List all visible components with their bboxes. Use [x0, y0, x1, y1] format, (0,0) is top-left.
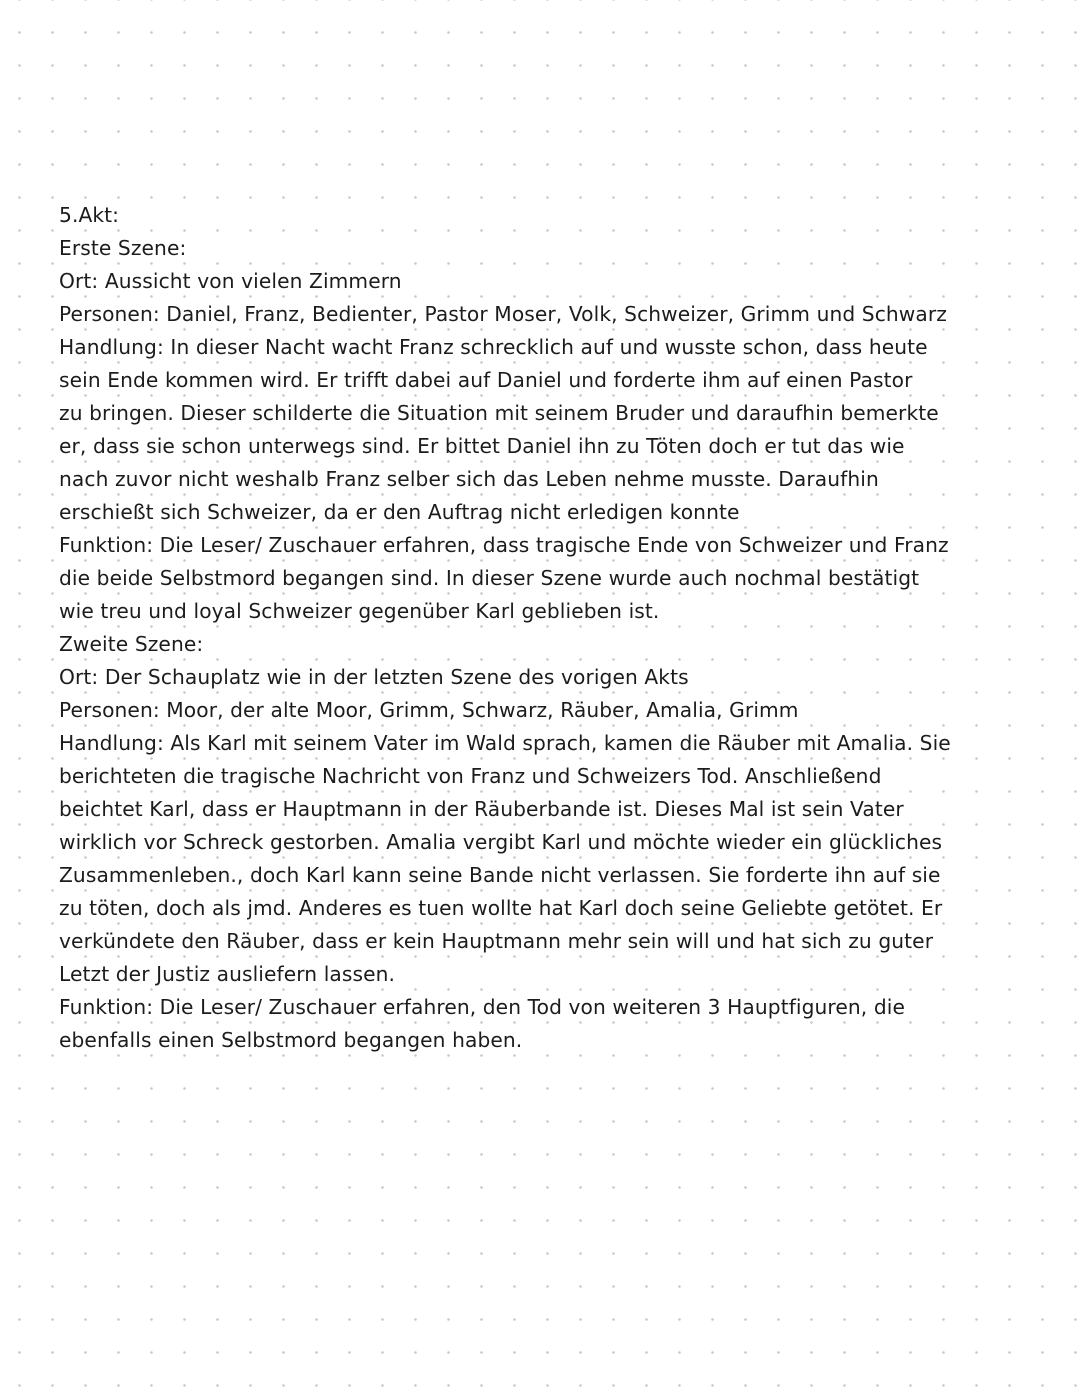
act-title: 5.Akt: — [59, 203, 120, 227]
scene-plot — [59, 331, 1049, 529]
scene-function — [59, 529, 1049, 628]
text-line: berichteten die tragische Nachricht von Franz und Schweizers Tod. Anschließend — [59, 764, 882, 788]
text-line: er, dass sie schon unterwegs sind. Er bittet Daniel ihn zu Töten doch er tut das wie — [59, 434, 905, 458]
scene-heading: Zweite Szene: — [59, 632, 204, 656]
text-line: Funktion: Die Leser/ Zuschauer erfahren, dass tragische Ende von Schweizer und Franz — [59, 533, 949, 557]
text-line: Zusammenleben., doch Karl kann seine Bande nicht verlassen. Sie forderte ihn auf sie — [59, 863, 941, 887]
scene-2 — [59, 628, 1049, 1057]
scene-1 — [59, 232, 1049, 628]
text-line: verkündete den Räuber, dass er kein Hauptmann mehr sein will und hat sich zu guter — [59, 929, 934, 953]
text-line: Letzt der Justiz ausliefern lassen. — [59, 962, 396, 986]
text-line: wirklich vor Schreck gestorben. Amalia vergibt Karl und möchte wieder ein glückliches — [59, 830, 943, 854]
text-line: zu bringen. Dieser schilderte die Situation mit seinem Bruder und daraufhin bemerkte — [59, 401, 939, 425]
text-line: nach zuvor nicht weshalb Franz selber sich das Leben nehme musste. Daraufhin — [59, 467, 879, 491]
scene-location: Ort: Der Schauplatz wie in der letzten Szene des vorigen Akts — [59, 665, 689, 689]
scene-heading: Erste Szene: — [59, 236, 187, 260]
handwritten-note — [59, 199, 1049, 1057]
text-line: sein Ende kommen wird. Er trifft dabei auf Daniel und forderte ihm auf einen Pastor — [59, 368, 913, 392]
scene-characters: Personen: Moor, der alte Moor, Grimm, Schwarz, Räuber, Amalia, Grimm — [59, 698, 799, 722]
scene-function — [59, 991, 1049, 1057]
text-line: erschießt sich Schweizer, da er den Auftrag nicht erledigen konnte — [59, 500, 740, 524]
text-line: Handlung: Als Karl mit seinem Vater im Wald sprach, kamen die Räuber mit Amalia. Sie — [59, 731, 951, 755]
text-line: ebenfalls einen Selbstmord begangen haben. — [59, 1028, 523, 1052]
text-line: wie treu und loyal Schweizer gegenüber Karl geblieben ist. — [59, 599, 660, 623]
text-line: zu töten, doch als jmd. Anderes es tuen wollte hat Karl doch seine Geliebte getötet. Er — [59, 896, 943, 920]
text-line: Funktion: Die Leser/ Zuschauer erfahren, den Tod von weiteren 3 Hauptfiguren, die — [59, 995, 905, 1019]
scene-characters: Personen: Daniel, Franz, Bedienter, Pastor Moser, Volk, Schweizer, Grimm und Schwarz — [59, 302, 947, 326]
text-line: beichtet Karl, dass er Hauptmann in der Räuberbande ist. Dieses Mal ist sein Vater — [59, 797, 904, 821]
text-line: die beide Selbstmord begangen sind. In dieser Szene wurde auch nochmal bestätigt — [59, 566, 920, 590]
scene-location: Ort: Aussicht von vielen Zimmern — [59, 269, 402, 293]
scene-plot — [59, 727, 1049, 991]
text-line: Handlung: In dieser Nacht wacht Franz schrecklich auf und wusste schon, dass heute — [59, 335, 928, 359]
